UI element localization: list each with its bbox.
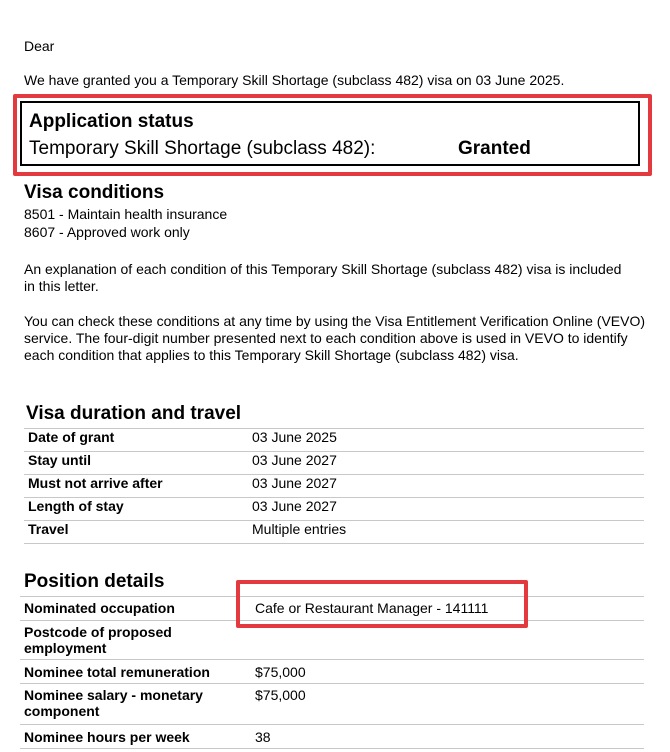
greeting: Dear <box>24 38 55 54</box>
table-row <box>20 684 644 725</box>
row-value: 38 <box>255 725 644 749</box>
table-row <box>24 429 644 452</box>
row-label: Nominee hours per week <box>20 725 255 749</box>
status-highlight-annotation <box>13 94 652 176</box>
row-label: Length of stay <box>24 498 252 521</box>
row-value: 03 June 2025 <box>252 429 644 452</box>
table-row <box>24 521 644 544</box>
row-label: Must not arrive after <box>24 475 252 498</box>
condition-item: 8501 - Maintain health insurance <box>24 206 228 222</box>
status-value: Granted <box>458 138 531 159</box>
occupation-highlight-annotation <box>236 580 528 628</box>
row-label: Nominee total remuneration <box>20 660 255 684</box>
table-row <box>24 475 644 498</box>
row-label: Stay until <box>24 452 252 475</box>
row-value: 03 June 2027 <box>252 452 644 475</box>
row-value: Cafe or Restaurant Manager - 141111 <box>255 597 644 621</box>
visa-duration-title: Visa duration and travel <box>26 403 242 424</box>
table-row <box>20 725 644 749</box>
row-label: Nominee salary - monetary component <box>20 684 255 725</box>
table-row <box>24 498 644 521</box>
row-value: $75,000 <box>255 684 644 725</box>
row-label: Travel <box>24 521 252 544</box>
visa-name: Temporary Skill Shortage (subclass 482): <box>29 138 376 159</box>
row-value: $75,000 <box>255 660 644 684</box>
row-value: 03 June 2027 <box>252 498 644 521</box>
visa-duration-table <box>24 428 644 544</box>
vevo-note: You can check these conditions at any time by using the Visa Entitlement Verification Online (VEVO) service. The four-digit number presented next to each condition above is used in VEVO to identify each condition that applies to this Temporary Skill Shortage (subclass 482) visa. <box>24 313 646 363</box>
row-label: Postcode of proposed employment <box>20 621 255 660</box>
position-details-title: Position details <box>24 571 165 592</box>
condition-item: 8607 - Approved work only <box>24 224 190 240</box>
row-label: Nominated occupation <box>20 597 255 621</box>
row-value: 03 June 2027 <box>252 475 644 498</box>
table-row <box>20 660 644 684</box>
visa-conditions-title: Visa conditions <box>24 182 165 203</box>
application-status-title: Application status <box>29 111 194 132</box>
intro-paragraph: We have granted you a Temporary Skill Shortage (subclass 482) visa on 03 June 2025. <box>24 72 565 88</box>
row-label: Date of grant <box>24 429 252 452</box>
conditions-explanation: An explanation of each condition of this Temporary Skill Shortage (subclass 482) visa is included in this letter. <box>24 261 622 294</box>
row-value: Multiple entries <box>252 521 644 544</box>
table-row <box>24 452 644 475</box>
